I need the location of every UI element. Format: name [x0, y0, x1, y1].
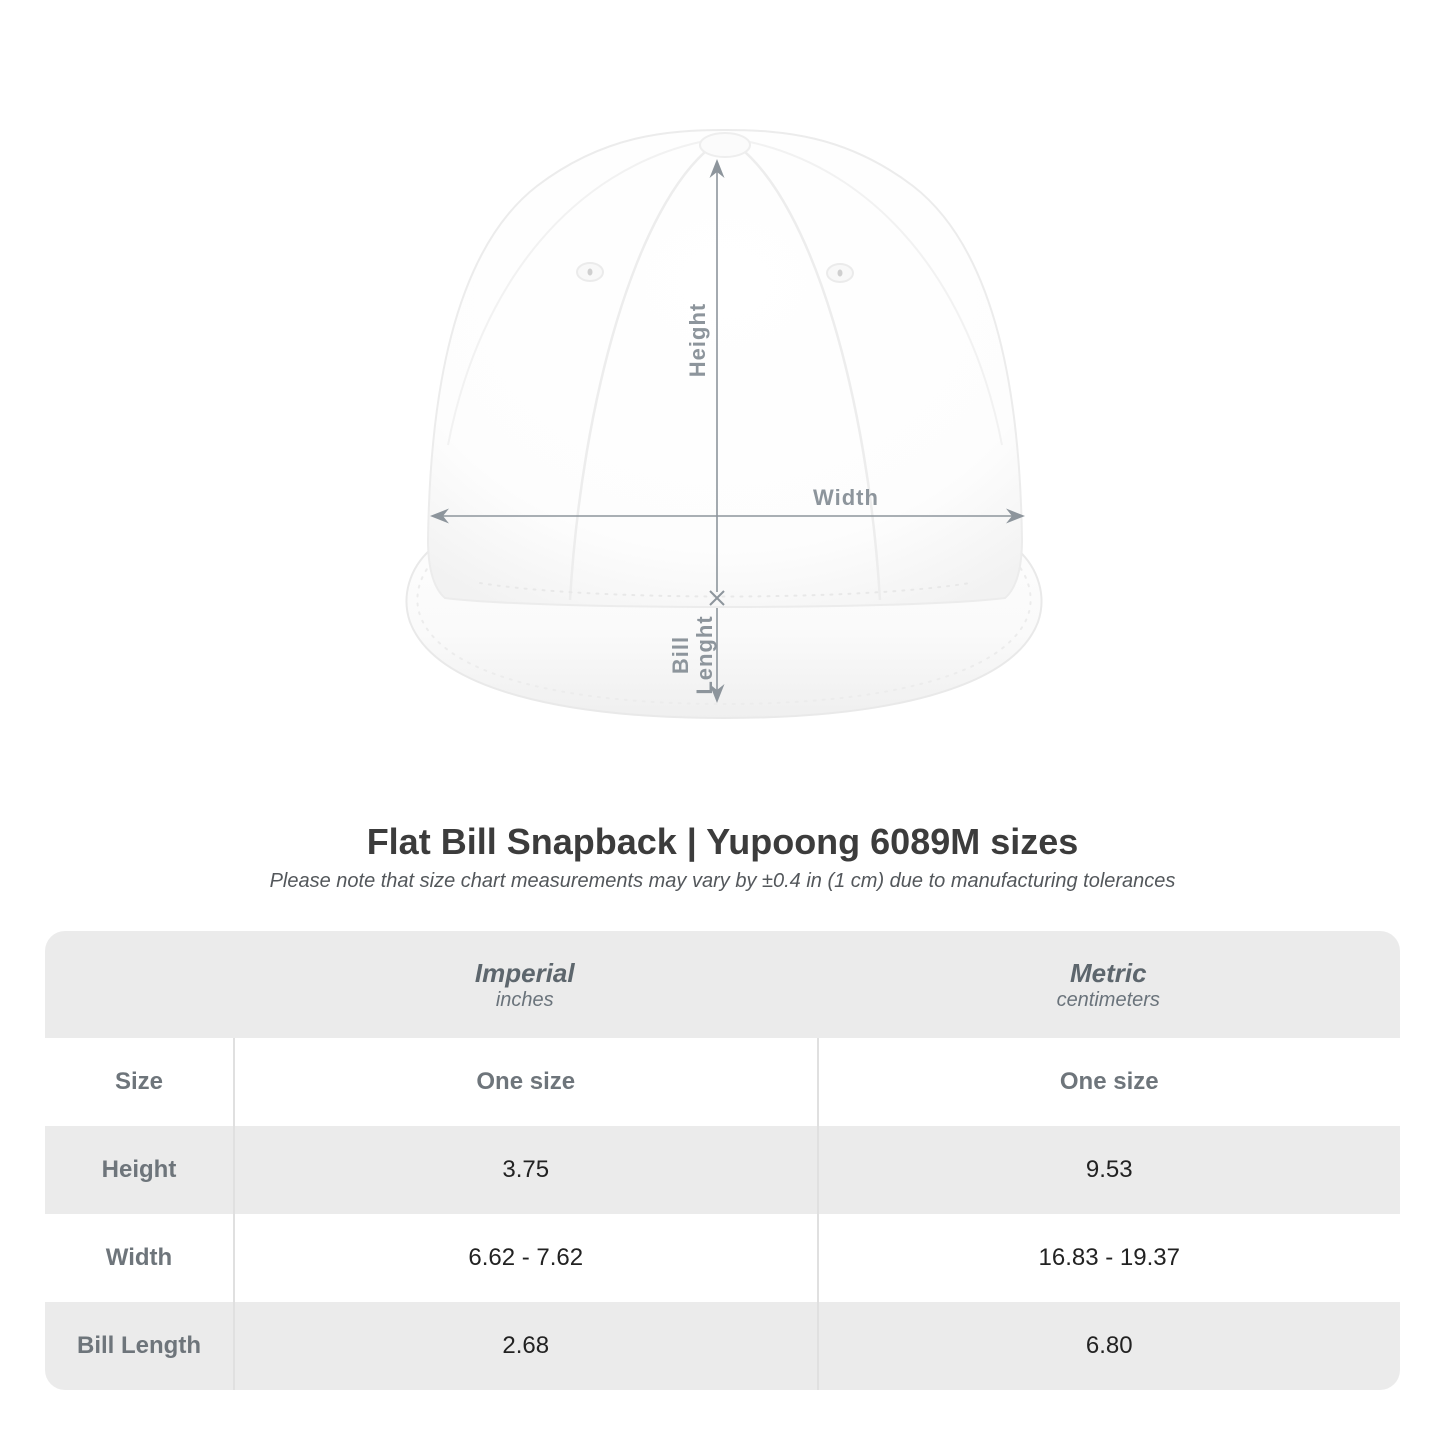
bill-length-label-line1: Bill [668, 635, 693, 675]
imperial-value: 6.62 - 7.62 [233, 1214, 817, 1302]
row-label: Bill Length [77, 1332, 201, 1359]
metric-value: One size [817, 1038, 1401, 1126]
metric-value: 6.80 [817, 1302, 1401, 1390]
table-row-size [45, 1038, 1400, 1126]
table-row-bill-length [45, 1302, 1400, 1390]
page-subtitle: Please note that size chart measurements may vary by ±0.4 in (1 cm) due to manufacturing tolerances [269, 870, 1176, 892]
bill-length-label-line2: Lenght [692, 615, 717, 695]
table-row-width [45, 1214, 1400, 1302]
eyelet-right-icon [827, 264, 853, 282]
metric-value: 16.83 - 19.37 [817, 1214, 1401, 1302]
metric-unit: centimeters [1056, 988, 1160, 1011]
row-label: Size [114, 1068, 164, 1095]
imperial-unit: inches [495, 988, 554, 1011]
page-title: Flat Bill Snapback | Yupoong 6089M sizes [366, 821, 1079, 862]
size-table [45, 931, 1400, 1390]
hat-top-button [700, 133, 750, 157]
metric-value: 9.53 [817, 1126, 1401, 1214]
column-header-metric [817, 958, 1401, 1012]
row-label: Height [101, 1156, 177, 1183]
height-label: Height [685, 302, 710, 378]
table-row-height [45, 1126, 1400, 1214]
eyelet-left-icon [577, 263, 603, 281]
imperial-value: 2.68 [233, 1302, 817, 1390]
width-label: Width [813, 485, 879, 510]
table-header [45, 931, 1400, 1038]
metric-title: Metric [1069, 957, 1147, 988]
column-header-imperial [233, 958, 817, 1012]
row-label: Width [105, 1244, 173, 1271]
heading-block [0, 822, 1445, 893]
imperial-value: 3.75 [233, 1126, 817, 1214]
imperial-title: Imperial [474, 957, 575, 988]
hat-crown [428, 130, 1022, 607]
imperial-value: One size [233, 1038, 817, 1126]
